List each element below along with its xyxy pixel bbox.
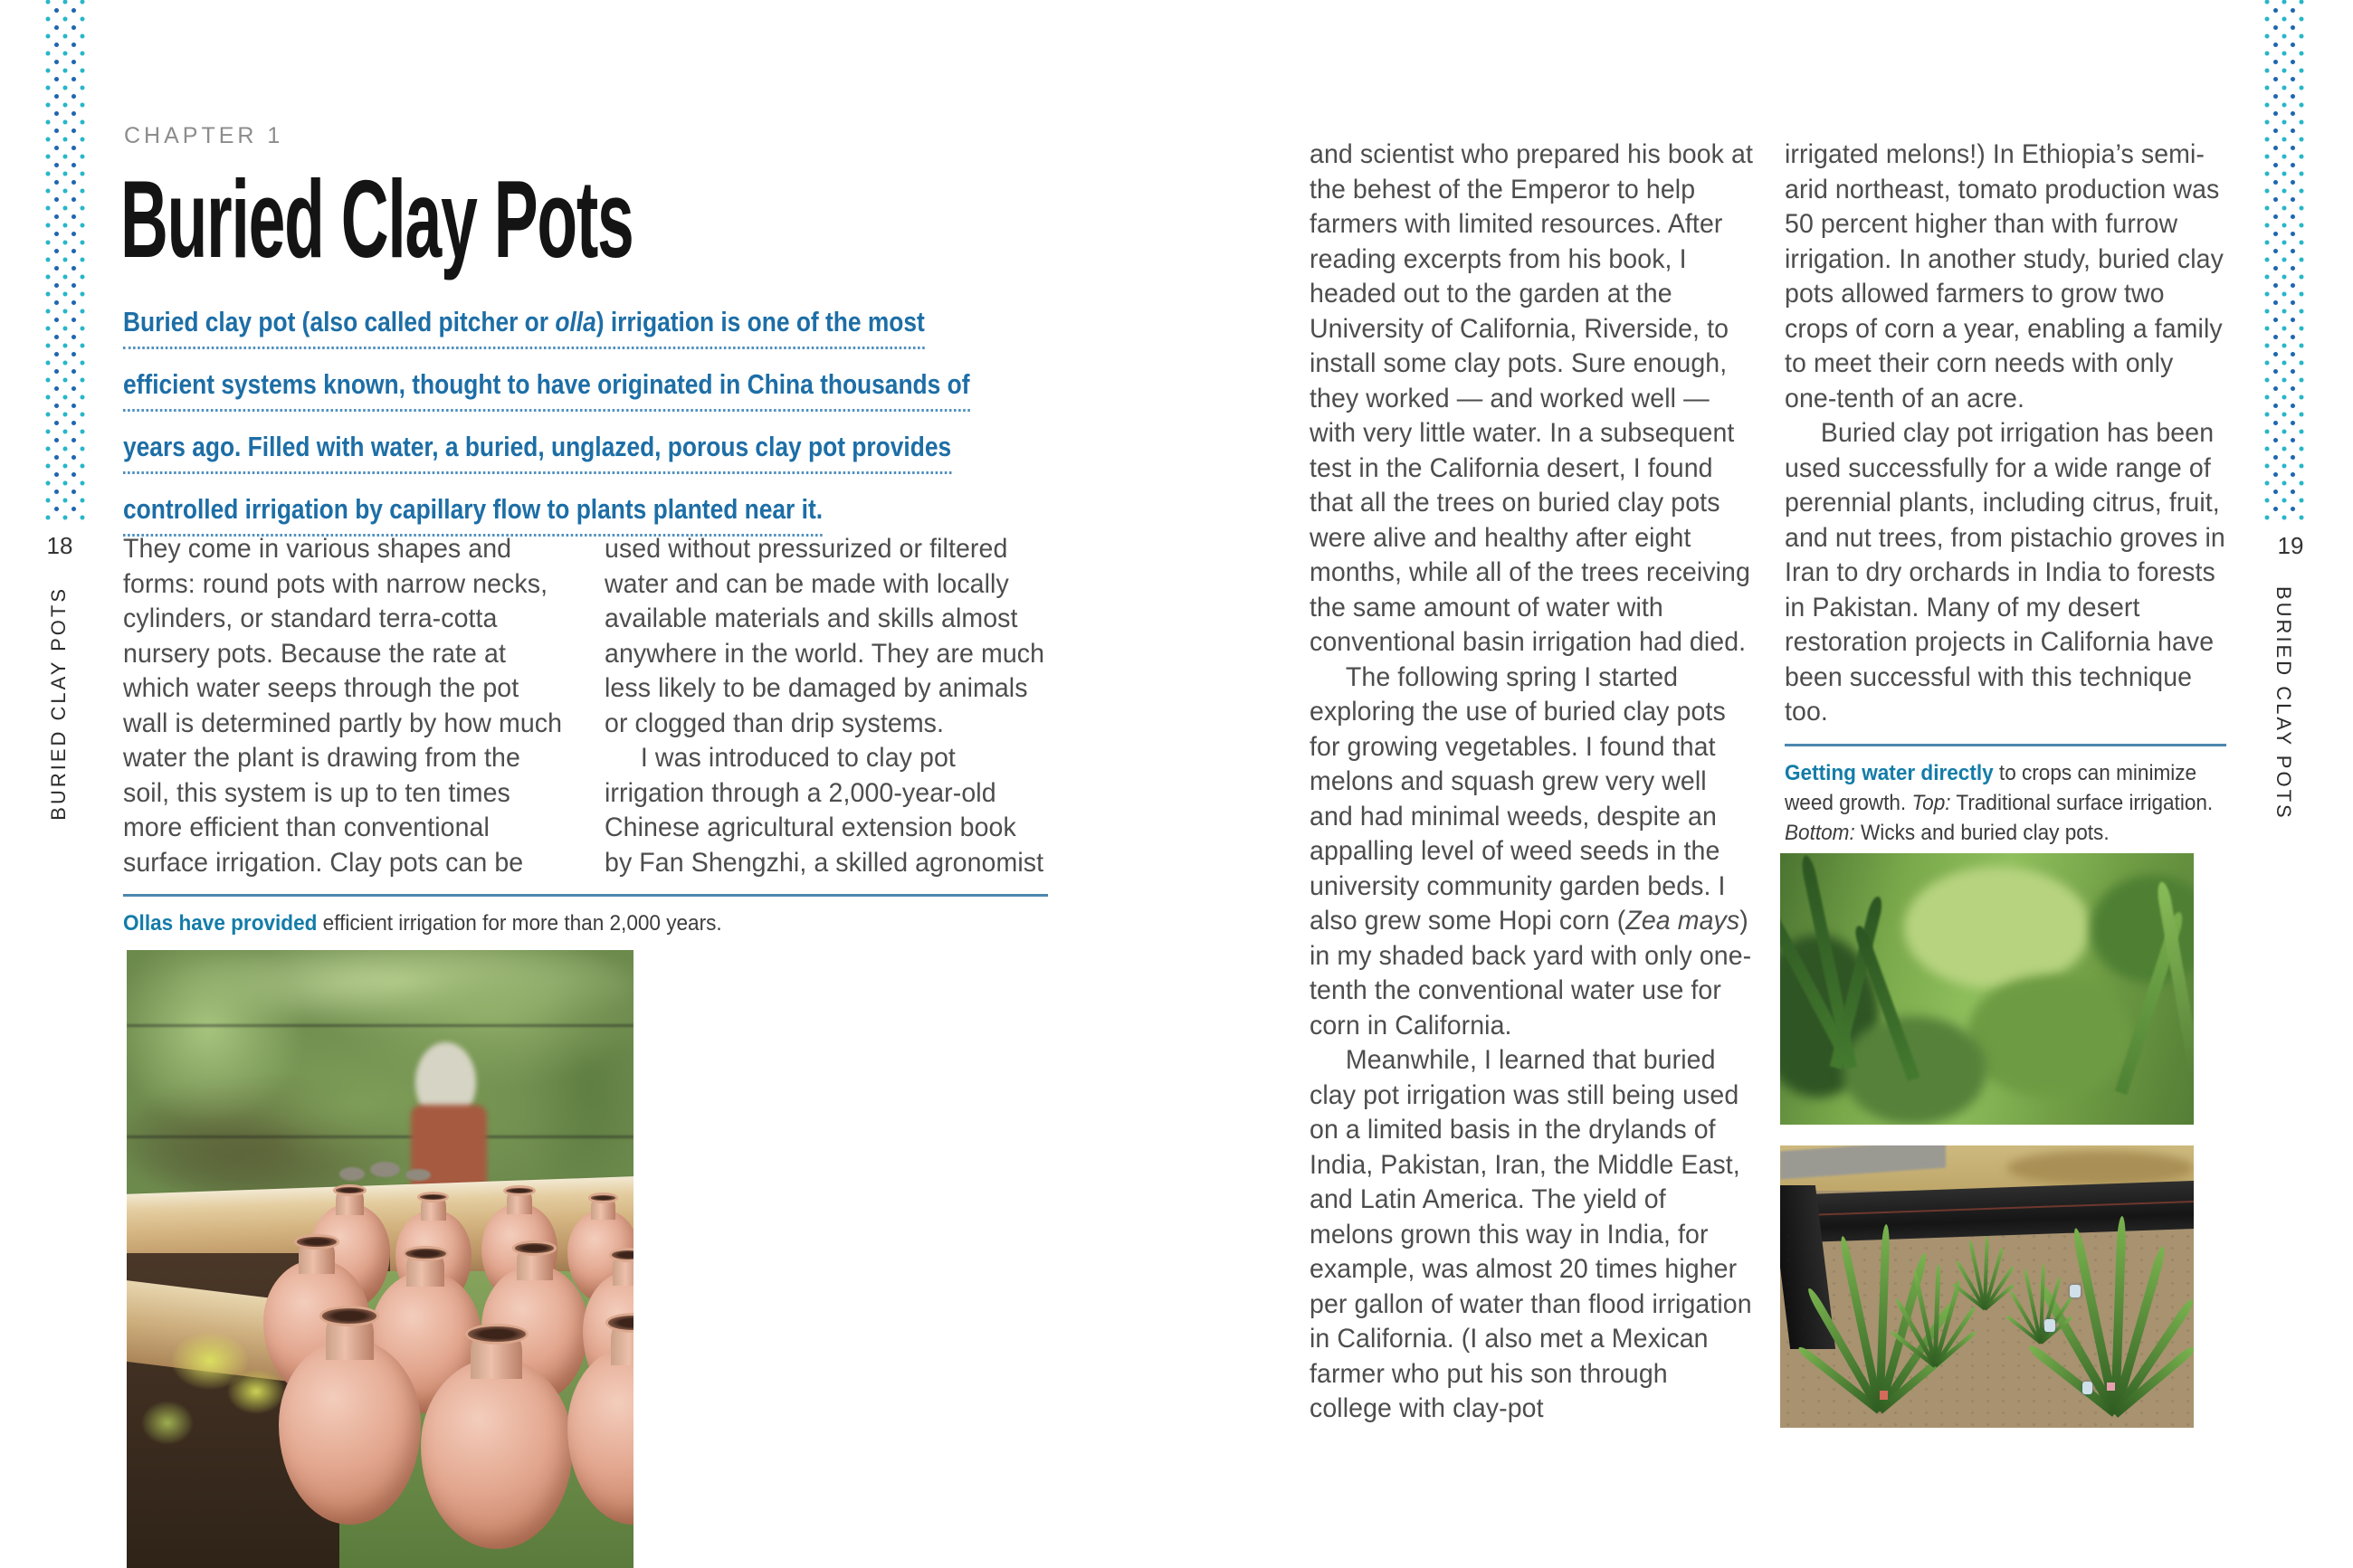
photo-surface-irrigation bbox=[1780, 853, 2194, 1125]
left-page-column-1 bbox=[123, 532, 567, 880]
dot-pattern-right bbox=[2264, 0, 2308, 522]
page-number-left: 18 bbox=[46, 532, 73, 559]
chapter-label: CHAPTER 1 bbox=[124, 123, 284, 148]
dry-grass-patch bbox=[2007, 1151, 2194, 1184]
right-page-column-2 bbox=[1785, 138, 2228, 730]
flower bbox=[228, 1370, 284, 1413]
left-page-column-2 bbox=[605, 532, 1048, 880]
intro-line-2: efficient systems known, thought to have originated in China thousands of bbox=[123, 368, 969, 412]
irrigation-line bbox=[127, 1136, 634, 1138]
water-bottle bbox=[2082, 1382, 2093, 1394]
caption-getting-water: Getting water directly to crops can minimize weed growth. Top: Traditional surface irrigation. Bottom: Wicks and buried clay pots. bbox=[1785, 761, 2214, 845]
caption-rule-left bbox=[123, 894, 1048, 897]
intro-line-1: Buried clay pot (also called pitcher or olla) irrigation is one of the most bbox=[123, 306, 925, 349]
body-paragraph: They come in various shapes and forms: round pots with narrow necks, cylinders, or standard terra-cotta nursery pots. Because the rate at which water seeps through the pot wall is determined partly by how much water the plant is drawing from the soil, this system is up to ten times more efficient than conventional surface irrigation. Clay pots can be bbox=[123, 534, 563, 878]
body-paragraph: Meanwhile, I learned that buried clay pot irrigation was still being used on a limited basis in the drylands of India, Pakistan, Iran, the Middle East, and Latin America. The yield of melons grown this way in India, for example, was almost 20 times higher per gallon of water than flood irrigation in California. (I also met a Mexican farmer who put his son through college with clay-pot bbox=[1310, 1045, 1752, 1423]
corn-plant bbox=[2053, 1216, 2177, 1413]
weed-patch bbox=[1967, 975, 2132, 1098]
flower bbox=[142, 1402, 193, 1445]
chapter-title bbox=[120, 159, 975, 279]
right-page-column-1 bbox=[1310, 138, 1753, 1427]
corn-plant bbox=[1962, 1236, 2007, 1309]
photo-clay-pot-corn bbox=[1780, 1145, 2194, 1428]
intro-line-3: years ago. Filled with water, a buried, unglazed, porous clay pot provides bbox=[123, 431, 951, 474]
irrigation-line bbox=[127, 1024, 634, 1027]
running-head-right: BURIED CLAY POTS bbox=[2272, 586, 2295, 821]
running-head-left: BURIED CLAY POTS bbox=[47, 586, 70, 821]
body-paragraph: The following spring I started exploring the use of buried clay pots for growing vegetables. I found that melons and squash grew very well and had minimal weeds, despite an appalling level of weed seeds in the university community garden beds. I also grew some Hopi corn (Zea mays) in my shaded back yard with only one-tenth the conventional water use for corn in California. bbox=[1310, 661, 1752, 1041]
caption-rule-right bbox=[1785, 744, 2226, 746]
body-paragraph: used without pressurized or filtered water and can be made with locally available materials and skills almost anywhere in the world. They are much less likely to be damaged by animals or clogged than drip systems. bbox=[605, 534, 1045, 738]
marker-flag bbox=[1880, 1391, 1888, 1399]
water-bottle bbox=[2070, 1285, 2081, 1297]
chapter-title-text: Buried Clay Pots bbox=[120, 157, 634, 280]
photo-ollas bbox=[127, 950, 634, 1568]
body-paragraph: Buried clay pot irrigation has been used successfully for a wide range of perennial plants, including citrus, fruit, and nut trees, from pistachio groves in Iran to dry orchards in India to forests in Pakistan. Many of my desert restoration projects in California have been successful with this technique too. bbox=[1785, 418, 2225, 727]
body-paragraph: irrigated melons!) In Ethiopia’s semi-arid northeast, tomato production was 50 percent higher than with furrow irrigation. In another study, buried clay pots allowed farmers to grow two crops of corn a year, enabling a family to meet their corn needs with only one-tenth of an acre. bbox=[1785, 139, 2224, 413]
dot-pattern-left bbox=[45, 0, 89, 522]
page-number-right: 19 bbox=[2277, 532, 2304, 559]
weed-patch bbox=[1904, 867, 2091, 989]
body-paragraph: I was introduced to clay pot irrigation through a 2,000-year-old Chinese agricultural extension book by Fan Shengzhi, a skilled agronomist bbox=[605, 743, 1044, 878]
corn-plant bbox=[1904, 1264, 1967, 1365]
water-bottle bbox=[2044, 1319, 2055, 1332]
marker-flag bbox=[2107, 1383, 2115, 1391]
intro-line-4: controlled irrigation by capillary flow to plants planted near it. bbox=[123, 493, 823, 537]
chapter-intro bbox=[123, 306, 969, 556]
caption-ollas: Ollas have provided efficient irrigation for more than 2,000 years. bbox=[123, 911, 722, 936]
corn-plant bbox=[2015, 1264, 2065, 1343]
body-paragraph: and scientist who prepared his book at the behest of the Emperor to help farmers with limited resources. After reading excerpts from his book, I headed out to the garden at the University of California, Riverside, to install some clay pots. Sure enough, they worked — and worked well — with very little water. In a subsequent test in the California desert, I found that all the trees on buried clay pots were alive and healthy after eight months, while all of the trees receiving the same amount of water with conventional basin irrigation had died. bbox=[1310, 139, 1753, 657]
